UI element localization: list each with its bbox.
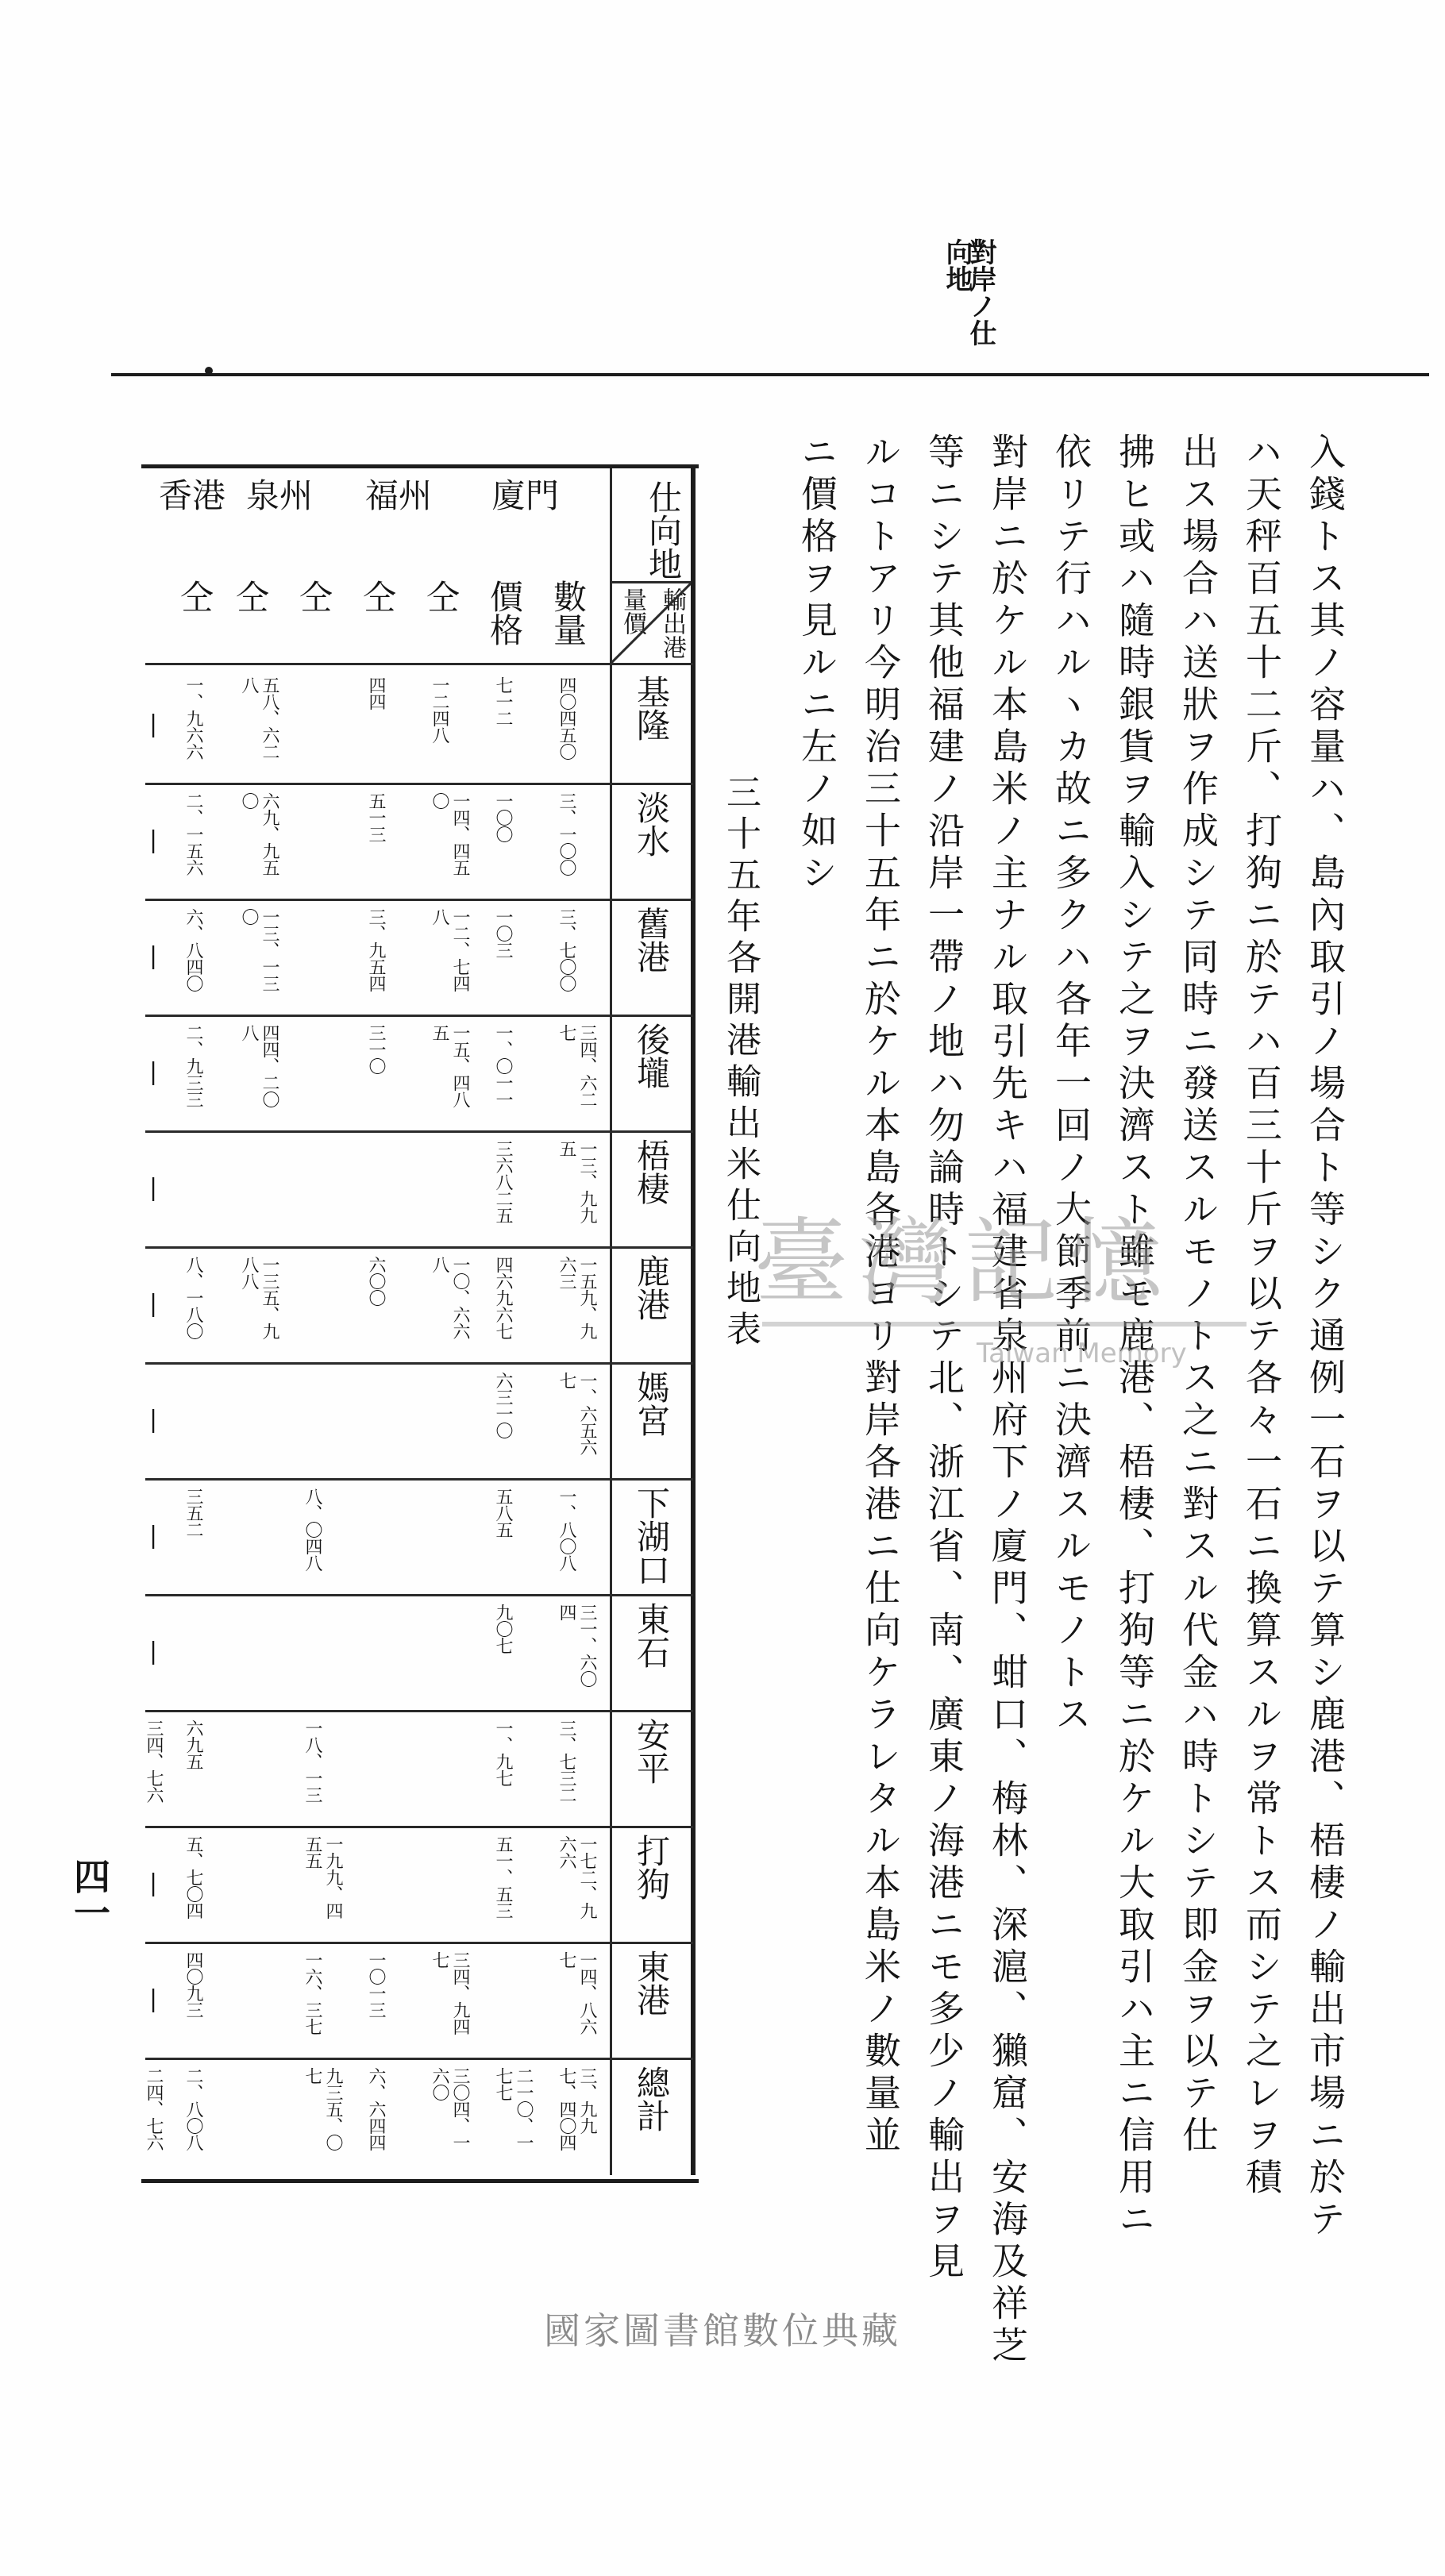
table-cell-value: 二、八〇八: [183, 2067, 203, 2151]
body-line: ハ天秤百五十二斤、打狗ニ於テハ百三十斤ヲ以テ各々一石ニ換算スルヲ常トス而シテ之レヲ積: [1240, 433, 1283, 2200]
table-cell-value: 一五、四八五: [430, 1024, 470, 1107]
table-cell-value: 三、九五四: [366, 908, 386, 992]
column-label: 數量: [549, 580, 588, 646]
page-number: 四一: [68, 1858, 111, 1931]
grid-line: [145, 1942, 693, 1944]
table-cell-value: 一四、八六七: [557, 1951, 597, 2035]
table-cell-value: 九三五、〇七: [302, 2067, 343, 2151]
table-cell-value: 一、〇一一: [493, 1024, 513, 1107]
empty-cell-dash: |: [149, 1869, 158, 1897]
table-cell-value: 三四、九四七: [430, 1951, 470, 2035]
port-label: 基隆: [632, 675, 671, 741]
table-cell-value: 三四、六二七: [557, 1024, 597, 1107]
table-cell-value: 一八、一三: [302, 1719, 322, 1803]
table-cell-value: 三一〇: [366, 1024, 386, 1074]
body-line: ニ價格ヲ見ルニ左ノ如シ: [796, 433, 838, 895]
port-label: 梧棲: [632, 1138, 671, 1205]
watermark-subtext: Taiwan Memory: [977, 1338, 1187, 1369]
footer-library-name: 國家圖書館數位典藏: [544, 2309, 901, 2352]
margin-note-line: 向地: [941, 238, 973, 292]
empty-cell-dash: |: [149, 1174, 158, 1202]
header-diagonal: [611, 583, 691, 663]
grid-line: [145, 1594, 693, 1596]
grid-line: [610, 468, 612, 2175]
grid-line: [145, 2058, 693, 2060]
table-cell-value: 九〇七: [493, 1604, 513, 1654]
empty-cell-dash: |: [149, 1406, 158, 1434]
column-label: 價格: [485, 580, 524, 646]
column-label: 仝: [422, 580, 460, 613]
port-label: 後壠: [632, 1022, 671, 1089]
header-rule: [111, 373, 1429, 376]
table-cell-value: 一、九六六: [183, 676, 203, 760]
table-cell-value: 四〇九三: [183, 1951, 203, 2018]
table-cell-value: 一三、一三〇: [239, 908, 279, 992]
table-cell-value: 三一、六〇四: [557, 1604, 597, 1687]
empty-cell-dash: |: [149, 826, 158, 854]
grid-line: [145, 1710, 693, 1712]
table-cell-value: 八、〇四八: [302, 1488, 322, 1571]
port-label: 淡水: [632, 791, 671, 857]
table-cell-value: 一六、三七: [302, 1951, 322, 2035]
table-cell-value: 二四、七六: [144, 2067, 164, 2151]
grid-line: [145, 663, 693, 665]
port-label: 下湖口: [632, 1486, 671, 1586]
port-label: 總計: [632, 2066, 671, 2132]
port-label: 東港: [632, 1950, 671, 2016]
grid-line: [145, 899, 693, 901]
table-cell-value: 一五九、九六三: [557, 1256, 597, 1339]
table-cell-value: 四〇四五〇: [557, 676, 576, 760]
table-cell-value: 五一、五三: [493, 1835, 513, 1919]
table-cell-value: 三六八二五: [493, 1140, 513, 1223]
grid-line: [145, 1015, 693, 1017]
body-line: 依リテ行ハルヽカ故ニ多クハ各年一回ノ大節季前ニ決濟スルモノトス: [1050, 433, 1092, 1737]
port-label: 媽宮: [632, 1370, 671, 1437]
table-cell-value: 六九五: [183, 1719, 203, 1769]
table-cell-value: 一七二、九六六: [557, 1835, 597, 1919]
grid-line: [145, 1246, 693, 1249]
table-cell-value: 一〇〇: [493, 792, 513, 842]
empty-cell-dash: |: [149, 1290, 158, 1318]
empty-cell-dash: |: [149, 1058, 158, 1086]
port-label: 打狗: [632, 1834, 671, 1900]
table-cell-value: 一二、七四八: [430, 908, 470, 992]
column-label: 仝: [358, 580, 397, 613]
body-line: 等ニシテ其他福建ノ沿岸一帶ノ地ハ勿論時トシテ北、浙江省、南、廣東ノ海港ニモ多少ノ輸出ヲ見: [923, 433, 965, 2284]
destination-label: 香港: [159, 476, 226, 515]
column-label: 仝: [295, 580, 333, 613]
port-label: 安平: [632, 1718, 671, 1785]
table-title: 三十五年各開港輸出米仕向地表: [720, 774, 761, 1352]
table-cell-value: 三、九九七、四〇四: [557, 2067, 597, 2151]
empty-cell-dash: |: [149, 1522, 158, 1550]
table-cell-value: 八、一八〇: [183, 1256, 203, 1339]
table-corner-header: 仕向地: [644, 479, 683, 580]
table-cell-value: 五八五: [493, 1488, 513, 1538]
table-cell-value: 四四、二〇八: [239, 1024, 279, 1107]
destination-label: 廈門: [492, 476, 560, 515]
table-cell-value: 二一〇、一七七: [493, 2067, 534, 2151]
margin-note-line: 對岸ノ仕: [965, 238, 996, 346]
table-border: [691, 468, 696, 2175]
destination-label: 福州: [365, 476, 433, 515]
table-cell-value: 三、七〇〇: [557, 908, 576, 992]
header-sub-top: 輸出港: [658, 587, 686, 659]
table-cell-value: 四四: [366, 676, 386, 710]
table-cell-value: 一〇一三: [366, 1951, 386, 2018]
column-label: 仝: [175, 580, 214, 613]
table-cell-value: 一、六五六七: [557, 1372, 597, 1455]
table-cell-value: 一四、四五〇: [430, 792, 470, 876]
grid-line: [145, 783, 693, 785]
body-line: 入錢トス其ノ容量ハ、島內取引ノ場合ト等シク通例一石ヲ以テ算シ鹿港、梧棲ノ輸出市場ニ於テ: [1304, 433, 1347, 2242]
table-cell-value: 六九、九五〇: [239, 792, 279, 876]
table-cell-value: 四六九六七: [493, 1256, 513, 1339]
watermark-rule: [762, 1322, 1247, 1327]
table-cell-value: 七一二: [493, 676, 513, 726]
column-label: 仝: [231, 580, 270, 613]
body-line: 出ス場合ハ送狀ヲ作成シテ同時ニ發送スルモノトス之ニ對スル代金ハ時トシテ即金ヲ以テ仕: [1177, 433, 1220, 2158]
table-cell-value: 六、六四四: [366, 2067, 386, 2151]
table-cell-value: 六三一〇: [493, 1372, 513, 1438]
table-cell-value: 一〇、六六八: [430, 1256, 470, 1339]
header-sub-bottom: 量價: [618, 587, 646, 635]
table-cell-value: 三四、七六: [144, 1719, 164, 1803]
table-cell-value: 六〇〇: [366, 1256, 386, 1306]
table-cell-value: 五一三: [366, 792, 386, 842]
table-cell-value: 一、九七: [493, 1719, 513, 1786]
table-cell-value: 一二四八: [430, 676, 449, 743]
watermark: [754, 1203, 1262, 1409]
table-cell-value: 一、八〇八: [557, 1488, 576, 1571]
grid-line: [145, 1362, 693, 1365]
watermark-text: 臺灣記憶: [754, 1207, 1174, 1317]
table-cell-value: 二、九三三: [183, 1024, 203, 1107]
table-cell-value: 三五二: [183, 1488, 203, 1538]
grid-line: [145, 1130, 693, 1133]
port-label: 鹿港: [632, 1254, 671, 1321]
header-dot: [205, 367, 213, 375]
table-cell-value: 一〇三: [493, 908, 513, 958]
table-cell-value: 五、七〇四: [183, 1835, 203, 1919]
table-cell-value: 三、一〇〇: [557, 792, 576, 876]
table-cell-value: 五八、六二八: [239, 676, 279, 760]
table-cell-value: 一三五、九八八: [239, 1256, 279, 1339]
destination-label: 泉州: [246, 476, 314, 515]
port-label: 舊港: [632, 907, 671, 973]
table-cell-value: 六、八四〇: [183, 908, 203, 992]
body-line: ルコトアリ今明治三十五年ニ於ケル本島各港ヨリ對岸各港ニ仕向ケラレタル本島米ノ數量並: [859, 433, 902, 2158]
grid-line: [145, 1826, 693, 1828]
grid-line: [145, 1478, 693, 1481]
export-table: [141, 464, 699, 2183]
table-cell-value: 一三、九九五: [557, 1140, 597, 1223]
table-cell-value: 三〇四、一六〇: [430, 2067, 470, 2151]
body-line: 對岸ニ於ケル本島米ノ主ナル取引先キハ福建省泉州府下ノ廈門、蚶口、梅林、深滬、獺窟、安海及祥芝: [986, 433, 1029, 2368]
body-line: 拂ヒ或ハ隨時銀貨ヲ輸入シテ之ヲ決濟スト雖モ鹿港、梧棲、打狗等ニ於ケル大取引ハ主ニ信用ニ: [1113, 433, 1156, 2242]
empty-cell-dash: |: [149, 1638, 158, 1665]
empty-cell-dash: |: [149, 710, 158, 738]
port-label: 東石: [632, 1602, 671, 1669]
table-cell-value: 三、七三二: [557, 1719, 576, 1803]
table-cell-value: 二、一五六: [183, 792, 203, 876]
table-cell-value: 一九九、四五五: [302, 1835, 343, 1919]
empty-cell-dash: |: [149, 1985, 158, 2013]
empty-cell-dash: |: [149, 942, 158, 970]
